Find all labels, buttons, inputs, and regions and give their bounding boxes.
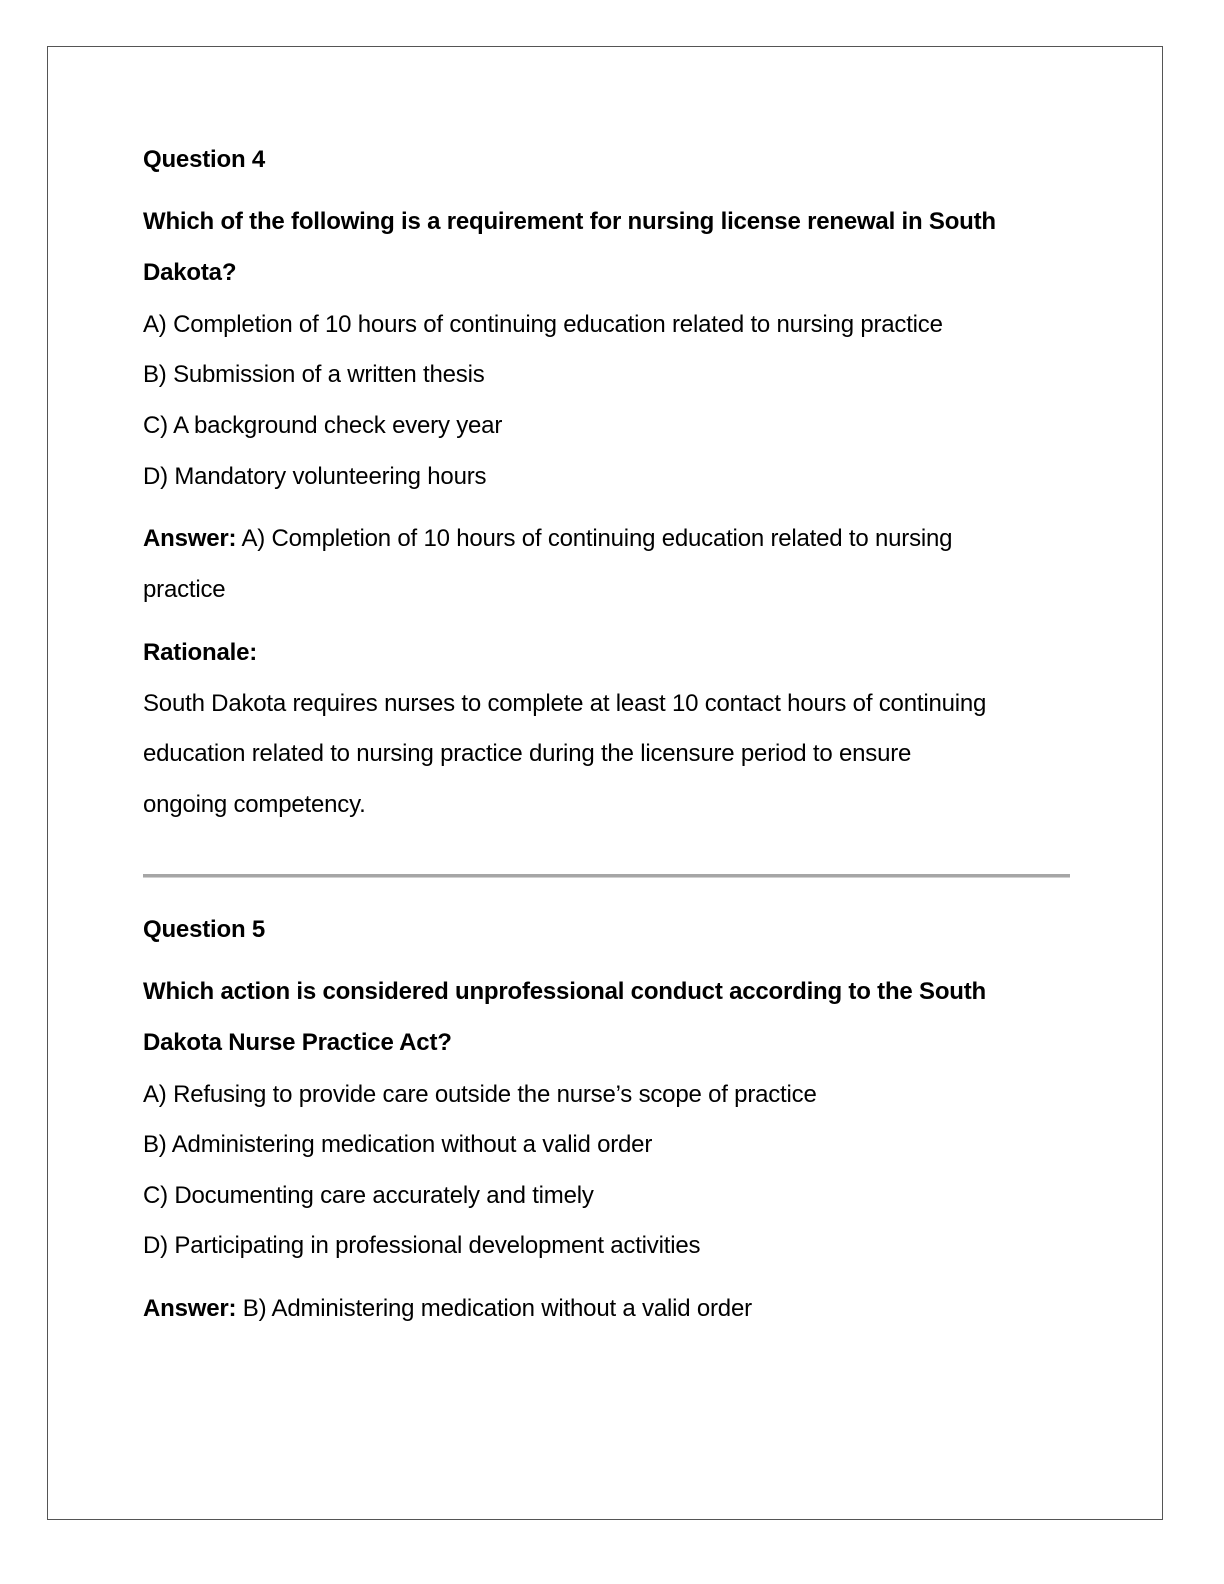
question-5-option-d: D) Participating in professional development activities xyxy=(143,1232,701,1259)
question-5-option-c: C) Documenting care accurately and timely xyxy=(143,1182,594,1209)
question-4-prompt-line-1: Which of the following is a requirement for nursing license renewal in South xyxy=(143,208,996,235)
question-4-option-c: C) A background check every year xyxy=(143,412,503,439)
question-4-rationale-label: Rationale: xyxy=(143,639,258,666)
question-4-prompt-line-2: Dakota? xyxy=(143,259,237,286)
question-4-rationale-line-2: education related to nursing practice during the licensure period to ensure xyxy=(143,740,912,767)
question-5-option-a: A) Refusing to provide care outside the nurse’s scope of practice xyxy=(143,1081,817,1108)
question-4-option-d: D) Mandatory volunteering hours xyxy=(143,463,487,490)
question-4-heading: Question 4 xyxy=(143,146,266,173)
question-4-answer-text-line-1: A) Completion of 10 hours of continuing education related to nursing xyxy=(241,525,953,552)
question-4-answer xyxy=(143,524,952,554)
question-5-heading: Question 5 xyxy=(143,916,266,943)
question-4-answer-label: Answer: xyxy=(143,525,237,552)
section-divider xyxy=(143,874,1070,878)
question-4-answer-text-line-2: practice xyxy=(143,576,226,603)
question-4-option-a: A) Completion of 10 hours of continuing education related to nursing practice xyxy=(143,311,943,338)
question-4-option-b: B) Submission of a written thesis xyxy=(143,361,485,388)
question-4-rationale-line-3: ongoing competency. xyxy=(143,791,366,818)
question-5-answer xyxy=(143,1294,752,1324)
question-5-answer-label: Answer: xyxy=(143,1295,237,1322)
question-5-answer-text: B) Administering medication without a valid order xyxy=(242,1295,752,1322)
question-5-prompt-line-1: Which action is considered unprofessional conduct according to the South xyxy=(143,978,987,1005)
question-5-prompt-line-2: Dakota Nurse Practice Act? xyxy=(143,1029,452,1056)
question-5-option-b: B) Administering medication without a valid order xyxy=(143,1131,653,1158)
question-4-rationale-line-1: South Dakota requires nurses to complete at least 10 contact hours of continuing xyxy=(143,690,987,717)
